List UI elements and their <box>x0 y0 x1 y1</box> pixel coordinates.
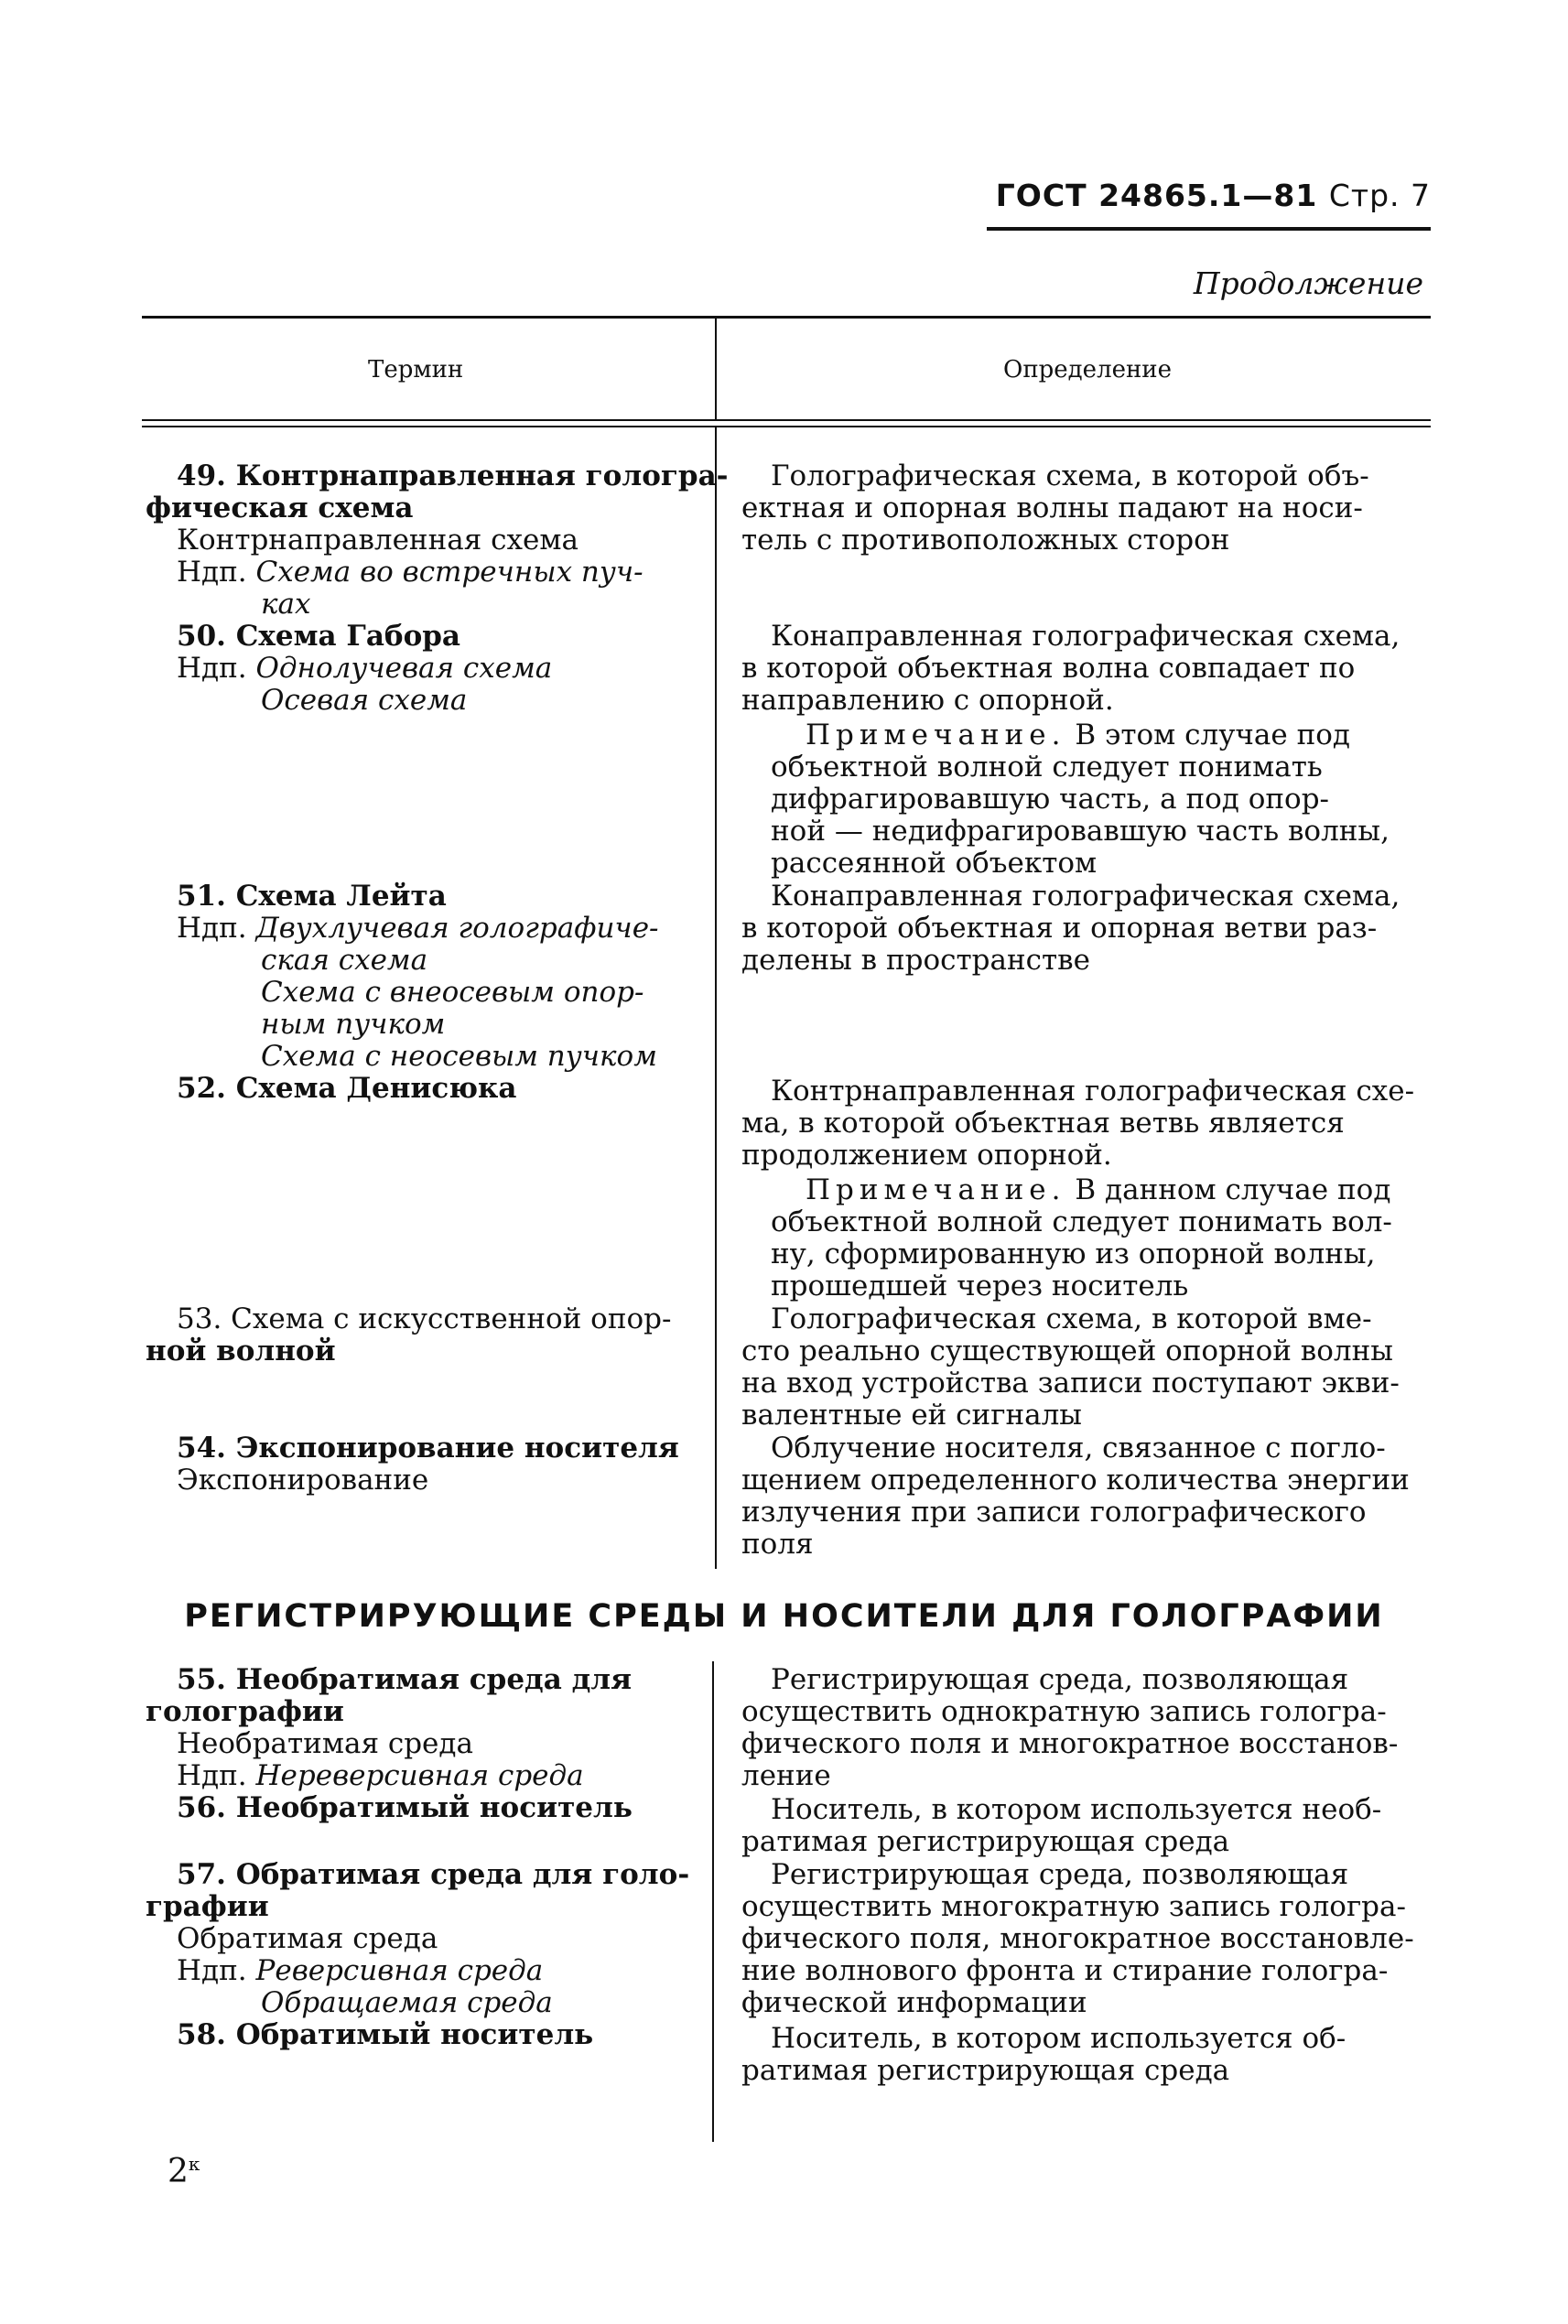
definition-53-line-4: валентные ей сигналы <box>741 1399 1082 1432</box>
definition-56-line-2: ратимая регистрирующая среда <box>741 1825 1230 1858</box>
term-50-ndp-2: Осевая схема <box>261 684 468 717</box>
term-52: 52. Схема Денисюка <box>177 1072 517 1105</box>
page-signature: $2^к$ <box>168 2153 200 2190</box>
table-header-rule-1 <box>142 419 1431 421</box>
note-52-line-3: ну, сформированную из опорной волны, <box>771 1238 1376 1270</box>
definition-51-line-1: Конаправленная голографическая схема, <box>771 880 1400 913</box>
column-divider-lower <box>712 1661 714 2142</box>
term-49-ndp: Ндп. Схема во встречных пуч- <box>177 556 643 589</box>
definition-50-line-3: направлению с опорной. <box>741 684 1114 717</box>
definition-49-line-2: ектная и опорная волны падают на носи- <box>741 492 1363 524</box>
definition-54-line-2: щением определенного количества энергии <box>741 1464 1410 1497</box>
term-51-ndp-3: Схема с внеосевым опор- <box>261 976 644 1009</box>
note-50-line-3: дифрагировавшую часть, а под опор- <box>771 783 1330 816</box>
note-52-line-1: Примечание. В данном случае под <box>806 1173 1391 1206</box>
definition-49-line-1: Голографическая схема, в которой объ- <box>771 459 1369 492</box>
term-50: 50. Схема Габора <box>177 620 461 653</box>
term-50-ndp: Ндп. Однолучевая схема <box>177 652 553 685</box>
term-49-ndp-cont: ках <box>261 588 311 621</box>
term-57-ndp: Ндп. Реверсивная среда <box>177 1954 544 1987</box>
note-50-line-1: Примечание. В этом случае под <box>806 719 1351 751</box>
section-heading: РЕГИСТРИРУЮЩИЕ СРЕДЫ И НОСИТЕЛИ ДЛЯ ГОЛОГРАФИИ <box>184 1598 1384 1635</box>
definition-52-line-2: ма, в которой объектная ветвь является <box>741 1107 1345 1140</box>
page-number: Стр. 7 <box>1328 178 1431 213</box>
note-50-line-2: объектной волной следует понимать <box>771 751 1323 784</box>
term-54: 54. Экспонирование носителя <box>177 1432 679 1465</box>
term-57-cont: графии <box>146 1890 269 1923</box>
table-top-rule <box>142 316 1431 319</box>
term-57-synonym: Обратимая среда <box>177 1922 438 1955</box>
definition-55-line-4: ление <box>741 1759 831 1792</box>
definition-55-line-3: фического поля и многократное восстанов- <box>741 1727 1399 1760</box>
definition-53-line-2: сто реально существующей опорной волны <box>741 1335 1393 1367</box>
term-51-ndp-2: ская схема <box>261 944 428 977</box>
term-53: 53. Схема с искусственной опор- <box>177 1303 672 1335</box>
term-49-synonym: Контрнаправленная схема <box>177 524 579 557</box>
definition-56-line-1: Носитель, в котором используется необ- <box>771 1793 1382 1826</box>
note-52-line-2: объектной волной следует понимать вол- <box>771 1205 1392 1238</box>
definition-50-line-2: в которой объектная волна совпадает по <box>741 652 1356 685</box>
term-55-ndp: Ндп. Нереверсивная среда <box>177 1759 584 1792</box>
term-55-synonym: Необратимая среда <box>177 1727 473 1760</box>
definition-57-line-4: ние волнового фронта и стирание гологра- <box>741 1954 1389 1987</box>
definition-57-line-1: Регистрирующая среда, позволяющая <box>771 1858 1349 1891</box>
definition-55-line-1: Регистрирующая среда, позволяющая <box>771 1663 1349 1696</box>
document-header <box>996 178 1431 213</box>
definition-50-line-1: Конаправленная голографическая схема, <box>771 620 1400 653</box>
term-55-cont: голографии <box>146 1695 344 1728</box>
header-rule <box>987 227 1431 231</box>
definition-58-line-1: Носитель, в котором используется об- <box>771 2022 1346 2055</box>
term-49: 49. Контрнаправленная гологра- <box>177 459 729 492</box>
table-header-rule-2 <box>142 426 1431 427</box>
column-divider-upper <box>715 427 717 1569</box>
continuation-label: Продолжение <box>1193 265 1423 301</box>
definition-54-line-1: Облучение носителя, связанное с погло- <box>771 1432 1386 1465</box>
definition-54-line-3: излучения при записи голографического <box>741 1496 1367 1529</box>
definition-58-line-2: ратимая регистрирующая среда <box>741 2054 1230 2087</box>
definition-53-line-3: на вход устройства записи поступают экви- <box>741 1367 1400 1400</box>
definition-49-line-3: тель с противоположных сторон <box>741 524 1230 557</box>
term-53-cont: ной волной <box>146 1335 336 1367</box>
table-header-divider <box>715 319 717 419</box>
term-51-ndp-4: ным пучком <box>261 1008 446 1041</box>
definition-57-line-2: осуществить многократную запись гологра- <box>741 1890 1406 1923</box>
note-50-line-5: рассеянной объектом <box>771 847 1098 880</box>
term-58: 58. Обратимый носитель <box>177 2018 594 2051</box>
term-51-ndp-5: Схема с неосевым пучком <box>261 1040 657 1073</box>
definition-57-line-5: фической информации <box>741 1986 1087 2019</box>
definition-54-line-4: поля <box>741 1528 814 1561</box>
standard-number: ГОСТ 24865.1—81 <box>995 178 1318 213</box>
term-57: 57. Обратимая среда для голо- <box>177 1858 690 1891</box>
term-57-ndp-2: Обращаемая среда <box>261 1986 553 2019</box>
definition-57-line-3: фического поля, многократное восстановле- <box>741 1922 1414 1955</box>
definition-52-line-3: продолжением опорной. <box>741 1139 1112 1172</box>
column-header-definition: Определение <box>1003 356 1173 384</box>
definition-55-line-2: осуществить однократную запись гологра- <box>741 1695 1387 1728</box>
term-51: 51. Схема Лейта <box>177 880 447 913</box>
term-51-ndp: Ндп. Двухлучевая голографиче- <box>177 912 659 945</box>
term-54-synonym: Экспонирование <box>177 1464 429 1497</box>
term-56: 56. Необратимый носитель <box>177 1791 633 1824</box>
definition-51-line-2: в которой объектная и опорная ветви раз- <box>741 912 1378 945</box>
definition-53-line-1: Голографическая схема, в которой вме- <box>771 1303 1372 1335</box>
note-50-line-4: ной — недифрагировавшую часть волны, <box>771 815 1390 848</box>
column-header-term: Термин <box>368 356 464 384</box>
term-49-cont: фическая схема <box>146 492 414 524</box>
term-55: 55. Необратимая среда для <box>177 1663 632 1696</box>
definition-51-line-3: делены в пространстве <box>741 944 1090 977</box>
definition-52-line-1: Контрнаправленная голографическая схе- <box>771 1075 1415 1108</box>
note-52-line-4: прошедшей через носитель <box>771 1270 1189 1303</box>
